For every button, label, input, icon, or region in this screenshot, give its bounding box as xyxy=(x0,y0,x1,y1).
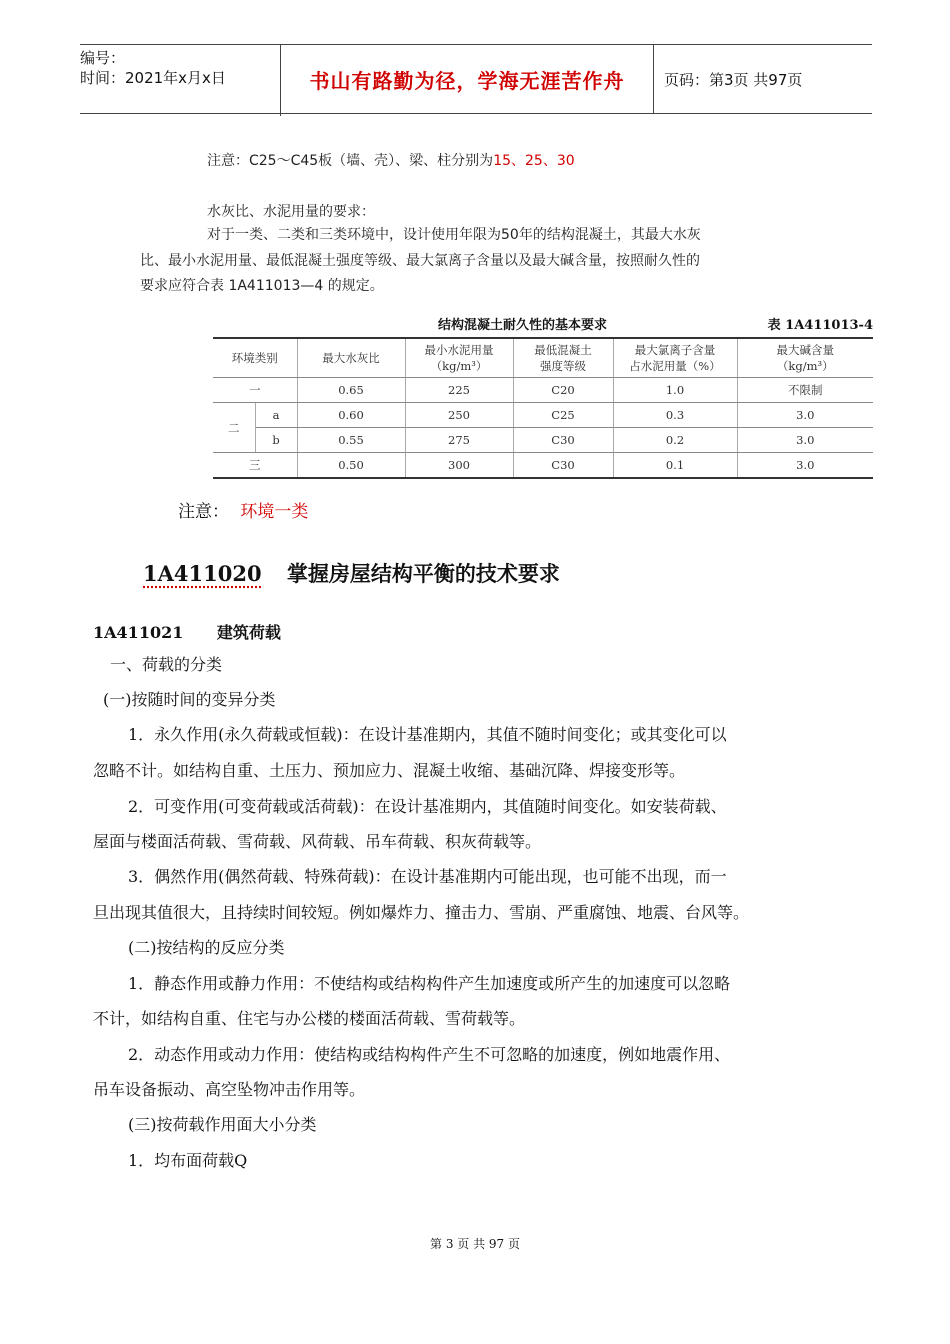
table-title: 结构混凝土耐久性的基本要求 xyxy=(438,318,608,333)
th-max-alkali: 最大碱含量 （kg/m³） xyxy=(737,338,873,378)
body-line: 吊车设备振动、高空坠物冲击作用等。 xyxy=(93,1080,366,1099)
body-line: 2．可变作用(可变荷载或活荷载)：在设计基准期内，其值随时间变化。如安装荷载、 xyxy=(128,797,727,816)
body-line: 一、荷载的分类 xyxy=(110,655,223,674)
durability-table xyxy=(213,337,873,479)
cell-wc: 0.50 xyxy=(297,453,405,479)
section-heading xyxy=(143,558,560,588)
cell-cement: 300 xyxy=(405,453,513,479)
cell-env: 三 xyxy=(213,453,297,479)
durability-table-block xyxy=(213,312,873,480)
body-line: 1．均布面荷载Q xyxy=(128,1151,248,1170)
cell-wc: 0.65 xyxy=(297,378,405,403)
section-code: 1A411020 xyxy=(143,561,262,586)
cell-grade: C20 xyxy=(513,378,613,403)
cell-grade: C30 xyxy=(513,428,613,453)
subsection-heading xyxy=(93,620,281,643)
cell-wc: 0.55 xyxy=(297,428,405,453)
table-caption xyxy=(213,312,873,336)
wc-line-3: 要求应符合表 1A411013—4 的规定。 xyxy=(140,278,384,294)
cell-cl: 0.2 xyxy=(613,428,737,453)
note2-text: 注意： xyxy=(178,502,229,522)
body-line: 2．动态作用或动力作用：使结构或结构构件产生不可忽略的加速度，例如地震作用、 xyxy=(128,1045,731,1064)
table-row xyxy=(213,378,873,403)
th-max-cl: 最大氯离子含量 占水泥用量（%） xyxy=(613,338,737,378)
cell-env: 二 xyxy=(213,403,255,453)
header-number: 编号： xyxy=(80,49,126,67)
cell-cl: 0.1 xyxy=(613,453,737,479)
header-slogan: 书山有路勤为径，学海无涯苦作舟 xyxy=(281,45,654,113)
th-min-grade: 最低混凝土 强度等级 xyxy=(513,338,613,378)
subsection-code: 1A411021 xyxy=(93,623,184,642)
header-meta xyxy=(80,45,281,116)
header-time: 时间：2021年x月x日 xyxy=(80,69,226,87)
cell-grade: C25 xyxy=(513,403,613,428)
th-min-cement: 最小水泥用量 （kg/m³） xyxy=(405,338,513,378)
wc-title: 水灰比、水泥用量的要求： xyxy=(207,204,375,220)
cell-alkali: 3.0 xyxy=(737,428,873,453)
body-line: (二)按结构的反应分类 xyxy=(128,938,285,957)
body-line: 1．永久作用(永久荷载或恒载)：在设计基准期内，其值不随时间变化；或其变化可以 xyxy=(128,725,727,744)
wc-line-2: 比、最小水泥用量、最低混凝土强度等级、最大氯离子含量以及最大碱含量，按照耐久性的 xyxy=(140,253,700,269)
cell-cl: 1.0 xyxy=(613,378,737,403)
cell-grade: C30 xyxy=(513,453,613,479)
note1-values: 15、25、30 xyxy=(493,153,575,169)
note1-text: 注意：C25～C45板（墙、壳）、梁、柱分别为 xyxy=(207,153,494,169)
table-row xyxy=(213,403,873,428)
cell-sub: a xyxy=(255,403,297,428)
cell-wc: 0.60 xyxy=(297,403,405,428)
subsection-title: 建筑荷载 xyxy=(216,623,281,642)
page-footer: 第 3 页 共 97 页 xyxy=(430,1237,520,1251)
note-cover-thickness xyxy=(207,150,575,170)
cell-cement: 250 xyxy=(405,403,513,428)
page-header xyxy=(80,44,872,114)
note2-value: 环境一类 xyxy=(240,502,309,522)
th-env: 环境类别 xyxy=(213,338,297,378)
body-line: 忽略不计。如结构自重、土压力、预加应力、混凝土收缩、基础沉降、焊接变形等。 xyxy=(93,761,686,780)
body-line: (三)按荷载作用面大小分类 xyxy=(128,1115,317,1134)
note-environment xyxy=(178,497,308,522)
wc-line-1: 对于一类、二类和三类环境中，设计使用年限为50年的结构混凝土，其最大水灰 xyxy=(207,227,701,243)
body-line: (一)按随时间的变异分类 xyxy=(103,690,276,709)
table-number: 表 1A411013-4 xyxy=(767,318,873,333)
table-header-row xyxy=(213,338,873,378)
cell-cl: 0.3 xyxy=(613,403,737,428)
th-max-wc: 最大水灰比 xyxy=(297,338,405,378)
body-line: 1．静态作用或静力作用：不使结构或结构构件产生加速度或所产生的加速度可以忽略 xyxy=(128,974,731,993)
cell-alkali: 3.0 xyxy=(737,453,873,479)
cell-sub: b xyxy=(255,428,297,453)
body-line: 旦出现其值很大，且持续时间较短。例如爆炸力、撞击力、雪崩、严重腐蚀、地震、台风等。 xyxy=(93,903,750,922)
table-row xyxy=(213,453,873,479)
cell-env: 一 xyxy=(213,378,297,403)
cell-cement: 225 xyxy=(405,378,513,403)
header-page-info: 页码：第3页 共97页 xyxy=(664,70,803,89)
cell-cement: 275 xyxy=(405,428,513,453)
body-line: 3．偶然作用(偶然荷载、特殊荷载)：在设计基准期内可能出现，也可能不出现，而一 xyxy=(128,867,727,886)
cell-alkali: 不限制 xyxy=(737,378,873,403)
cell-alkali: 3.0 xyxy=(737,403,873,428)
table-row xyxy=(213,428,873,453)
section-title: 掌握房屋结构平衡的技术要求 xyxy=(286,561,560,586)
body-line: 不计，如结构自重、住宅与办公楼的楼面活荷载、雪荷载等。 xyxy=(93,1009,526,1028)
body-line: 屋面与楼面活荷载、雪荷载、风荷载、吊车荷载、积灰荷载等。 xyxy=(93,832,542,851)
